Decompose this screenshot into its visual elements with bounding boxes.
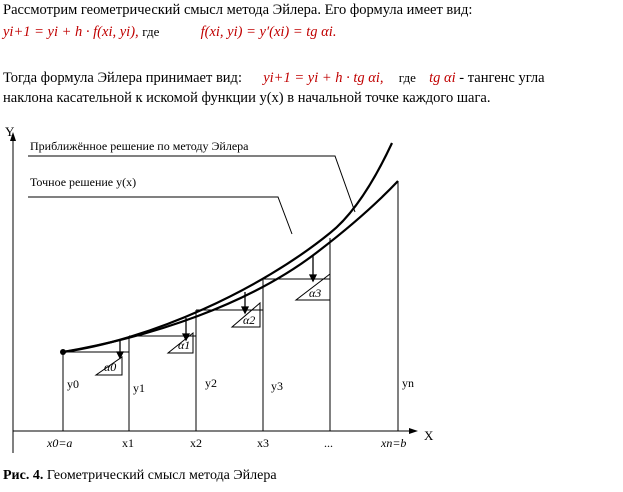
x-axis-arrow <box>409 428 418 434</box>
approx-solution-label: Приближённое решение по методу Эйлера <box>30 139 249 153</box>
x3-label: x3 <box>257 436 269 450</box>
euler-method-figure <box>0 120 623 465</box>
yn-label: yn <box>402 376 414 390</box>
y1-label: y1 <box>133 381 145 395</box>
error-arrows <box>117 256 316 358</box>
ellipsis-label: ... <box>324 436 333 450</box>
exact-solution-label: Точное решение y(x) <box>30 175 137 189</box>
x1-label: x1 <box>122 436 134 450</box>
grid-verticals <box>63 181 398 431</box>
alpha3-label: α3 <box>309 286 322 300</box>
y3-label: y3 <box>271 379 283 393</box>
x0-label: x0=a <box>47 436 73 450</box>
x2-label: x2 <box>190 436 202 450</box>
intro-line: Рассмотрим геометрический смысл метода Эйлера. Его формула имеет вид: <box>3 2 473 18</box>
xn-label: xn=b <box>381 436 407 450</box>
alpha2-label: α2 <box>243 313 256 327</box>
y2-label: y2 <box>205 376 217 390</box>
alpha1-label: α1 <box>178 338 191 352</box>
derivative-formula: f(xi, yi) = y′(xi) = tg αi. <box>200 24 337 40</box>
formula-line-1 <box>3 24 336 41</box>
euler-formula: yi+1 = yi + h · f(xi, yi), <box>3 24 139 40</box>
line3-lead: Тогда формула Эйлера принимает вид: <box>3 70 242 86</box>
y-axis-label: Y <box>5 124 15 139</box>
tangent-formula: yi+1 = yi + h · tg αi, <box>263 70 384 86</box>
tg-alpha-symbol: tg αi <box>429 70 456 86</box>
where-word-2: где <box>398 70 416 85</box>
text-line-4: наклона касательной к искомой функции y(x) в начальной точке каждого шага. <box>3 90 491 106</box>
caption-number: Рис. 4. <box>3 468 44 483</box>
text-line-3 <box>3 70 545 87</box>
figure-caption <box>3 468 277 484</box>
alpha0-label: α0 <box>104 360 117 374</box>
x-axis-label: X <box>424 428 434 443</box>
alpha-triangles <box>96 274 330 375</box>
where-word-1: где <box>142 24 160 39</box>
exact-pointer <box>28 197 292 234</box>
caption-text: Геометрический смысл метода Эйлера <box>46 468 277 483</box>
approx-solution-curve <box>63 181 398 352</box>
y0-label: y0 <box>67 377 79 391</box>
line3-tail: - тангенс угла <box>459 70 545 86</box>
